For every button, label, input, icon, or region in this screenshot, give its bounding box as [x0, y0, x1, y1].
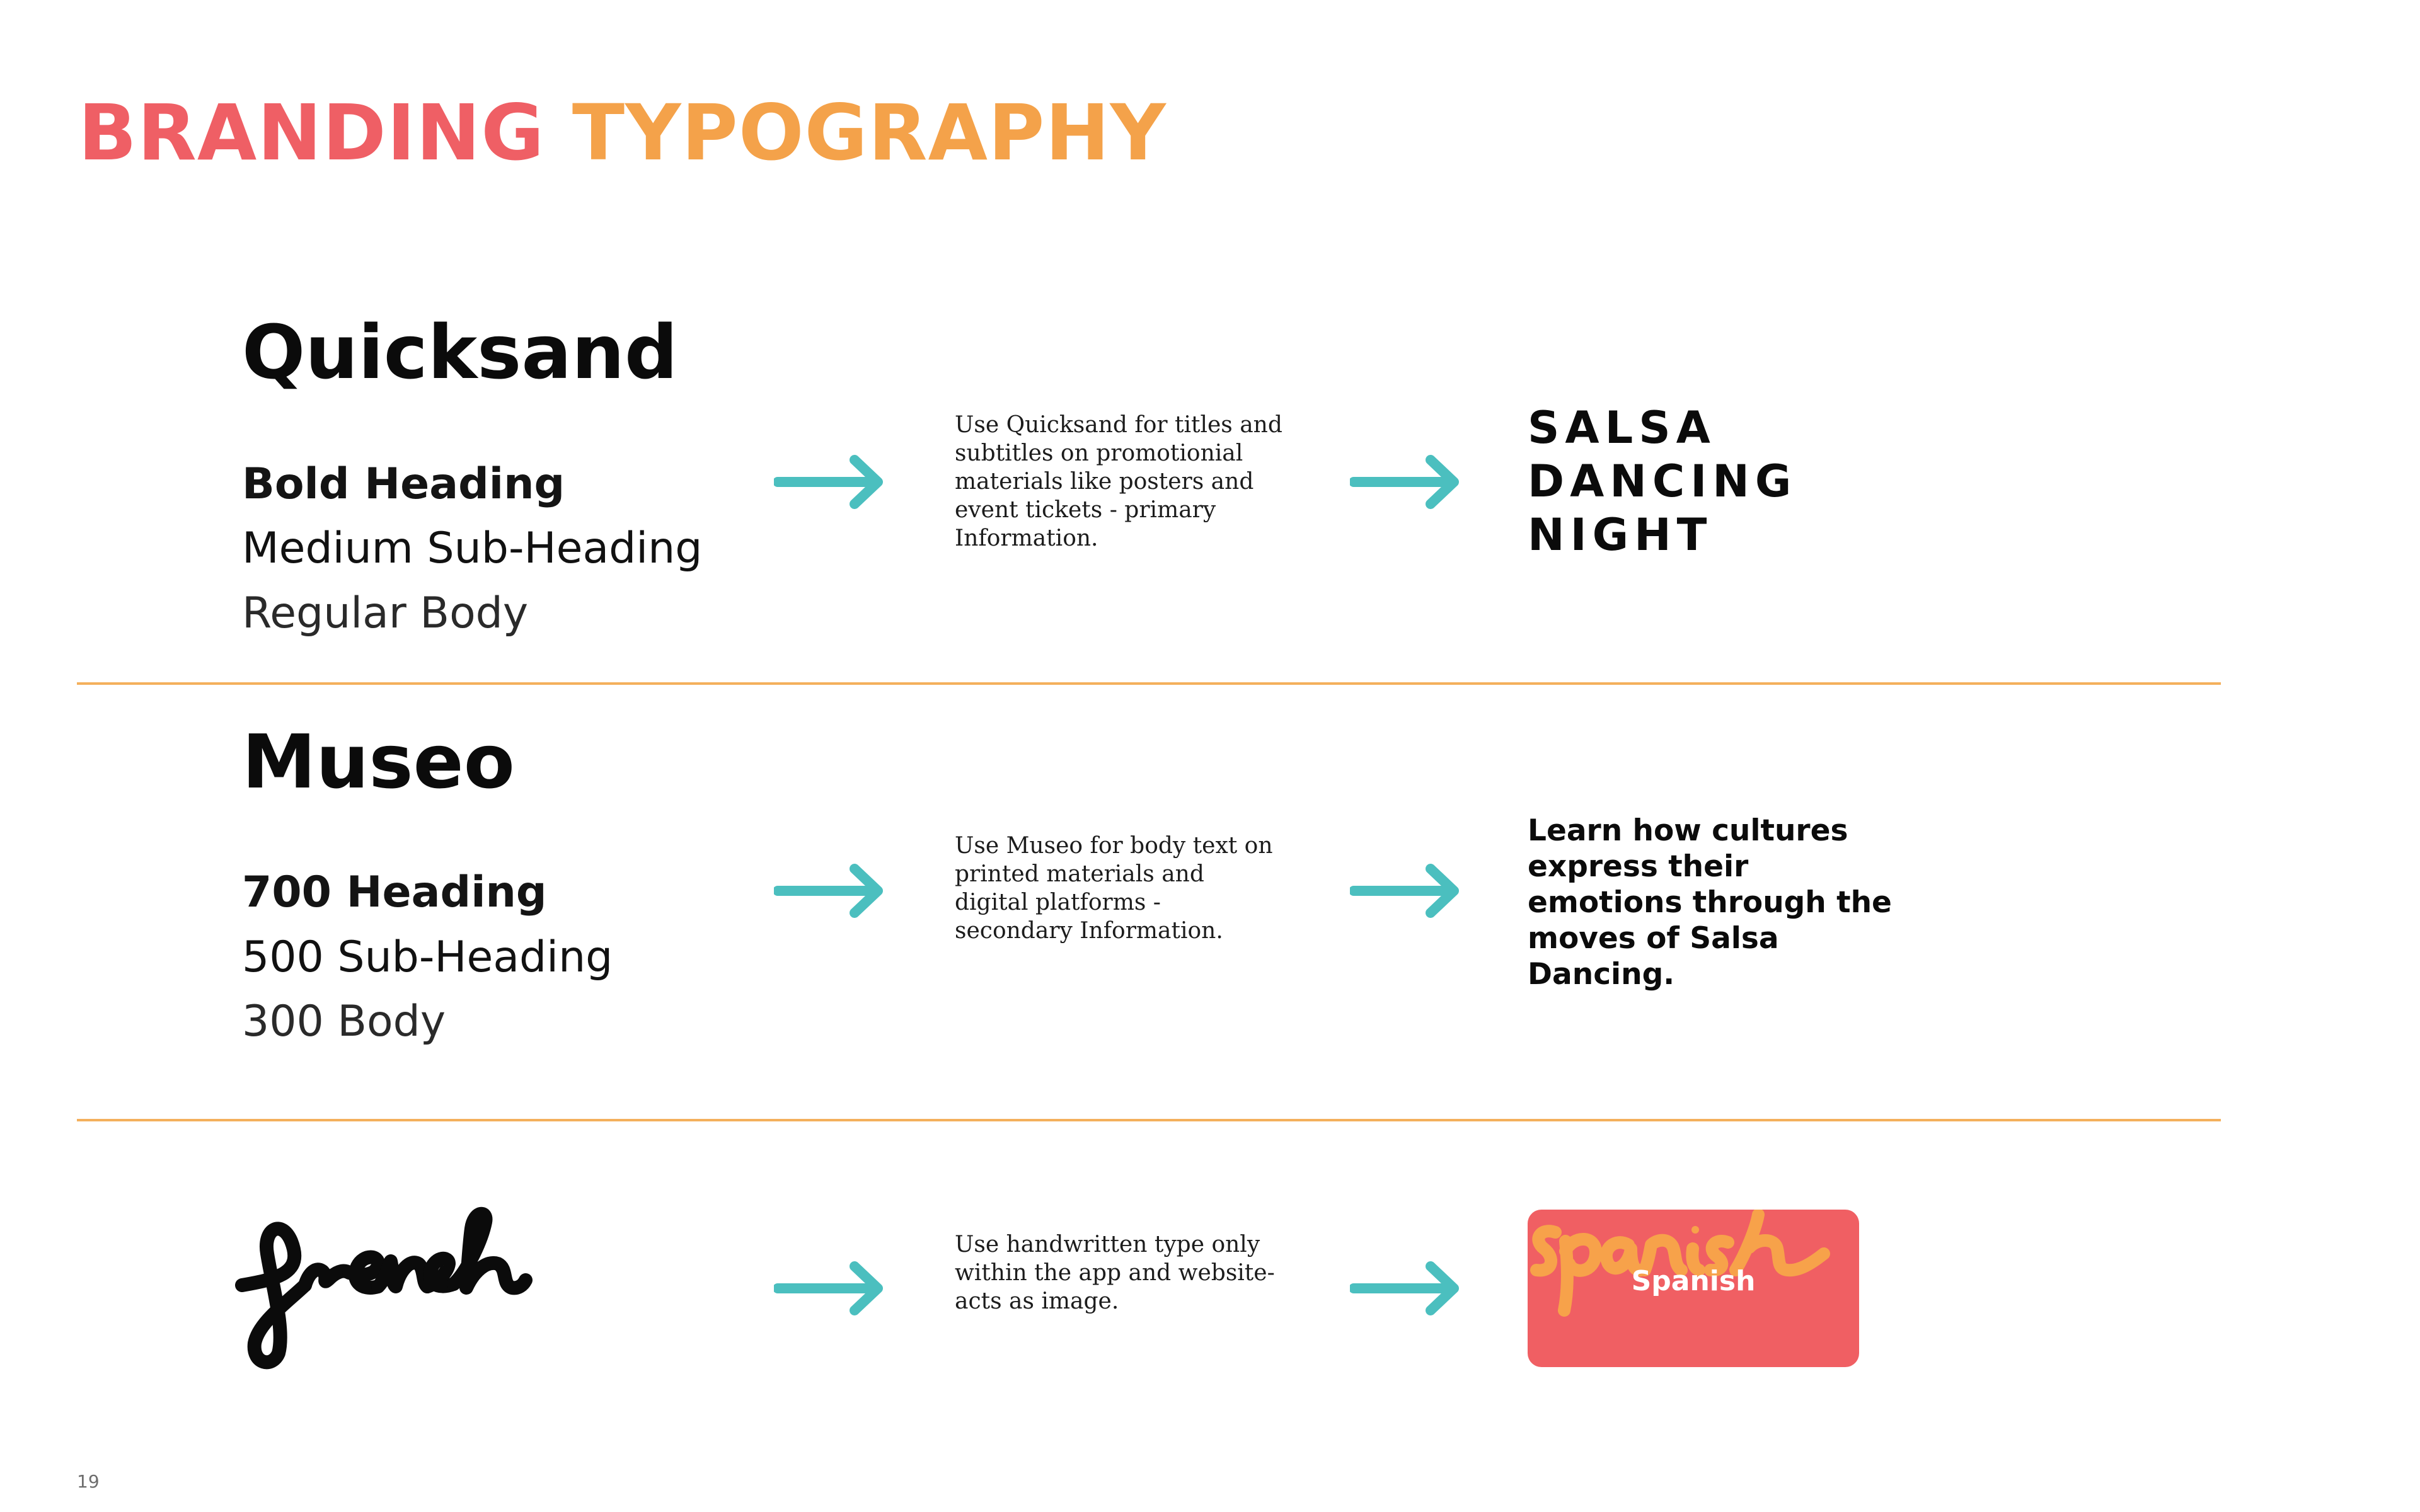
weight-sample-300: 300 Body [242, 997, 446, 1046]
weight-sample-bold: Bold Heading [242, 459, 565, 509]
headline-line: DANCING [1528, 455, 1797, 507]
headline-line: NIGHT [1528, 509, 1713, 561]
arrow-right-icon [774, 455, 887, 509]
museo-usage-description: Use Museo for body text on printed materials and digital platforms - secondary Information. [955, 833, 1273, 944]
spanish-example-card [1528, 1210, 1859, 1367]
handwritten-usage-description: Use handwritten type only within the app and website- acts as image. [955, 1232, 1275, 1314]
title-word-typography: TYPOGRAPHY [572, 88, 1167, 178]
arrow-right-icon [1350, 455, 1463, 509]
section-divider [77, 1119, 2221, 1121]
museo-example-paragraph: Learn how cultures express their emotions through the moves of Salsa Dancing. [1528, 813, 1892, 992]
weight-sample-medium: Medium Sub-Heading [242, 524, 703, 573]
headline-line: SALSA [1528, 402, 1716, 454]
arrow-right-icon [1350, 1261, 1463, 1315]
arrow-right-icon [774, 1261, 887, 1315]
font-name-quicksand: Quicksand [242, 309, 678, 396]
section-divider [77, 682, 2221, 685]
weight-sample-500: 500 Sub-Heading [242, 932, 613, 982]
arrow-right-icon [1350, 864, 1463, 918]
weight-sample-regular: Regular Body [242, 588, 529, 638]
font-name-museo: Museo [242, 718, 515, 805]
arrow-right-icon [774, 864, 887, 918]
weight-sample-700: 700 Heading [242, 868, 547, 917]
title-word-branding: BRANDING [78, 88, 545, 178]
handwritten-french-wordmark-icon [234, 1203, 613, 1373]
page-title [78, 88, 1167, 178]
spanish-card-label: Spanish [1631, 1265, 1756, 1297]
page-number: 19 [77, 1471, 100, 1492]
quicksand-example-headline [1528, 401, 1797, 562]
quicksand-usage-description: Use Quicksand for titles and subtitles on promotionial materials like posters and event tickets - primary Information. [955, 412, 1282, 551]
